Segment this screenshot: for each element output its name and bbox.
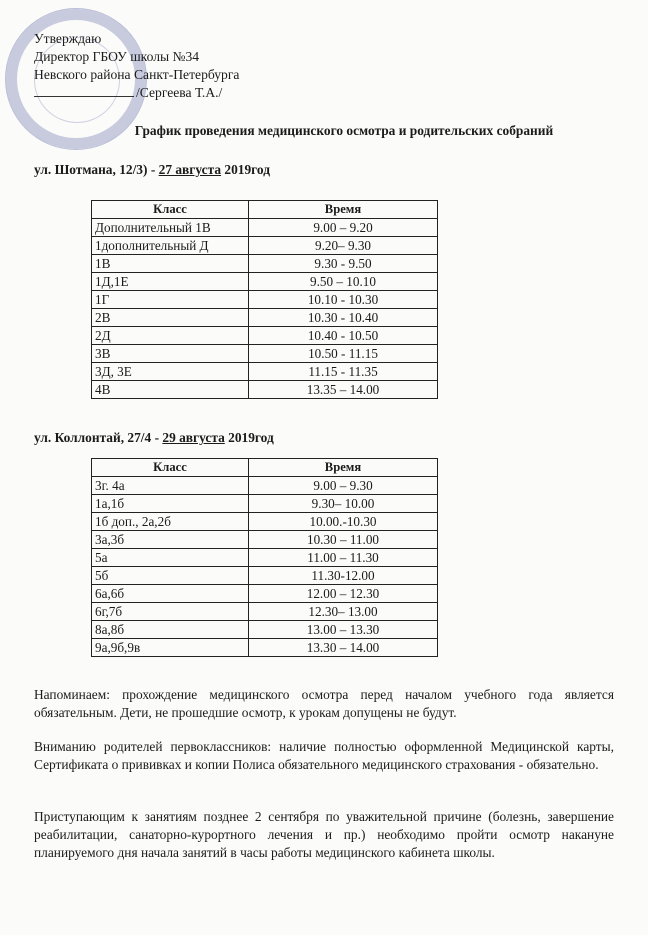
table-row	[92, 477, 438, 495]
section1-address	[34, 162, 270, 178]
table-row	[92, 585, 438, 603]
section2-year: 2019год	[224, 430, 274, 445]
time-cell: 13.35 – 14.00	[249, 381, 438, 399]
class-cell: 2В	[92, 309, 249, 327]
approval-heading: Утверждаю	[34, 31, 102, 46]
table-row	[92, 549, 438, 567]
time-cell: 13.30 – 14.00	[249, 639, 438, 657]
time-cell: 9.30– 10.00	[249, 495, 438, 513]
class-cell: 3г. 4а	[92, 477, 249, 495]
time-cell: 11.15 - 11.35	[249, 363, 438, 381]
section1-street: ул. Шотмана, 12/3) -	[34, 162, 159, 177]
table-row	[92, 237, 438, 255]
schedule-table-2	[91, 458, 438, 657]
class-cell: 3а,3б	[92, 531, 249, 549]
class-cell: 1а,1б	[92, 495, 249, 513]
header-time: Время	[249, 459, 438, 477]
section1-date: 27 августа	[158, 162, 222, 177]
header-time: Время	[249, 201, 438, 219]
approval-position: Директор ГБОУ школы №34	[34, 49, 200, 64]
header-class: Класс	[92, 459, 249, 477]
class-cell: Дополнительный 1В	[92, 219, 249, 237]
table-row	[92, 363, 438, 381]
table-row	[92, 513, 438, 531]
class-cell: 1б доп., 2а,2б	[92, 513, 249, 531]
time-cell: 9.00 – 9.30	[249, 477, 438, 495]
table-row	[92, 309, 438, 327]
table-row	[92, 273, 438, 291]
signature-line	[34, 84, 134, 97]
time-cell: 10.30 – 11.00	[249, 531, 438, 549]
approval-name: /Сергеева Т.А./	[136, 85, 223, 100]
time-cell: 9.50 – 10.10	[249, 273, 438, 291]
approval-signature	[34, 84, 239, 102]
table-row	[92, 495, 438, 513]
notice-paragraph-2: Вниманию родителей первоклассников: наличие полностью оформленной Медицинской карты, Сертификата о прививках и копии Полиса обязательного медицинского страхования - обязательно.	[34, 739, 614, 772]
section2-street: ул. Коллонтай, 27/4 -	[34, 430, 163, 445]
class-cell: 6г,7б	[92, 603, 249, 621]
class-cell: 2Д	[92, 327, 249, 345]
time-cell: 10.10 - 10.30	[249, 291, 438, 309]
time-cell: 13.00 – 13.30	[249, 621, 438, 639]
table-header-row	[92, 459, 438, 477]
time-cell: 9.00 – 9.20	[249, 219, 438, 237]
section1-year: 2019год	[221, 162, 271, 177]
class-cell: 1Г	[92, 291, 249, 309]
table-row	[92, 603, 438, 621]
table-row	[92, 567, 438, 585]
header-class: Класс	[92, 201, 249, 219]
time-cell: 10.50 - 11.15	[249, 345, 438, 363]
document-title: График проведения медицинского осмотра и родительских собраний	[134, 123, 554, 138]
class-cell: 3В	[92, 345, 249, 363]
class-cell: 5а	[92, 549, 249, 567]
time-cell: 12.30– 13.00	[249, 603, 438, 621]
table-row	[92, 639, 438, 657]
class-cell: 6а,6б	[92, 585, 249, 603]
time-cell: 11.30-12.00	[249, 567, 438, 585]
class-cell: 1Д,1Е	[92, 273, 249, 291]
time-cell: 10.00.-10.30	[249, 513, 438, 531]
class-cell: 1В	[92, 255, 249, 273]
time-cell: 10.40 - 10.50	[249, 327, 438, 345]
time-cell: 9.20– 9.30	[249, 237, 438, 255]
section2-date: 29 августа	[162, 430, 225, 445]
schedule-table-1	[91, 200, 438, 399]
approval-district: Невского района Санкт-Петербурга	[34, 67, 240, 82]
table-header-row	[92, 201, 438, 219]
notice-paragraph-3: Приступающим к занятиям позднее 2 сентября по уважительной причине (болезнь, завершение реабилитации, санаторно-курортного лечения и пр.) необходимо пройти осмотр накануне планируемого дня начала занятий в часы работы медицинского кабинета школы.	[34, 809, 614, 860]
class-cell: 8а,8б	[92, 621, 249, 639]
table-row	[92, 345, 438, 363]
table-row	[92, 327, 438, 345]
approval-block	[34, 30, 239, 102]
class-cell: 1дополнительный Д	[92, 237, 249, 255]
time-cell: 10.30 - 10.40	[249, 309, 438, 327]
section2-address	[34, 430, 274, 446]
table-row	[92, 219, 438, 237]
time-cell: 12.00 – 12.30	[249, 585, 438, 603]
class-cell: 4В	[92, 381, 249, 399]
class-cell: 5б	[92, 567, 249, 585]
time-cell: 11.00 – 11.30	[249, 549, 438, 567]
time-cell: 9.30 - 9.50	[249, 255, 438, 273]
table-row	[92, 291, 438, 309]
table-row	[92, 621, 438, 639]
table-row	[92, 381, 438, 399]
class-cell: 3Д, 3Е	[92, 363, 249, 381]
table-row	[92, 531, 438, 549]
notice-paragraph-1: Напоминаем: прохождение медицинского осмотра перед началом учебного года является обязательным. Дети, не прошедшие осмотр, к урокам допущены не будут.	[34, 687, 614, 720]
table-row	[92, 255, 438, 273]
class-cell: 9а,9б,9в	[92, 639, 249, 657]
